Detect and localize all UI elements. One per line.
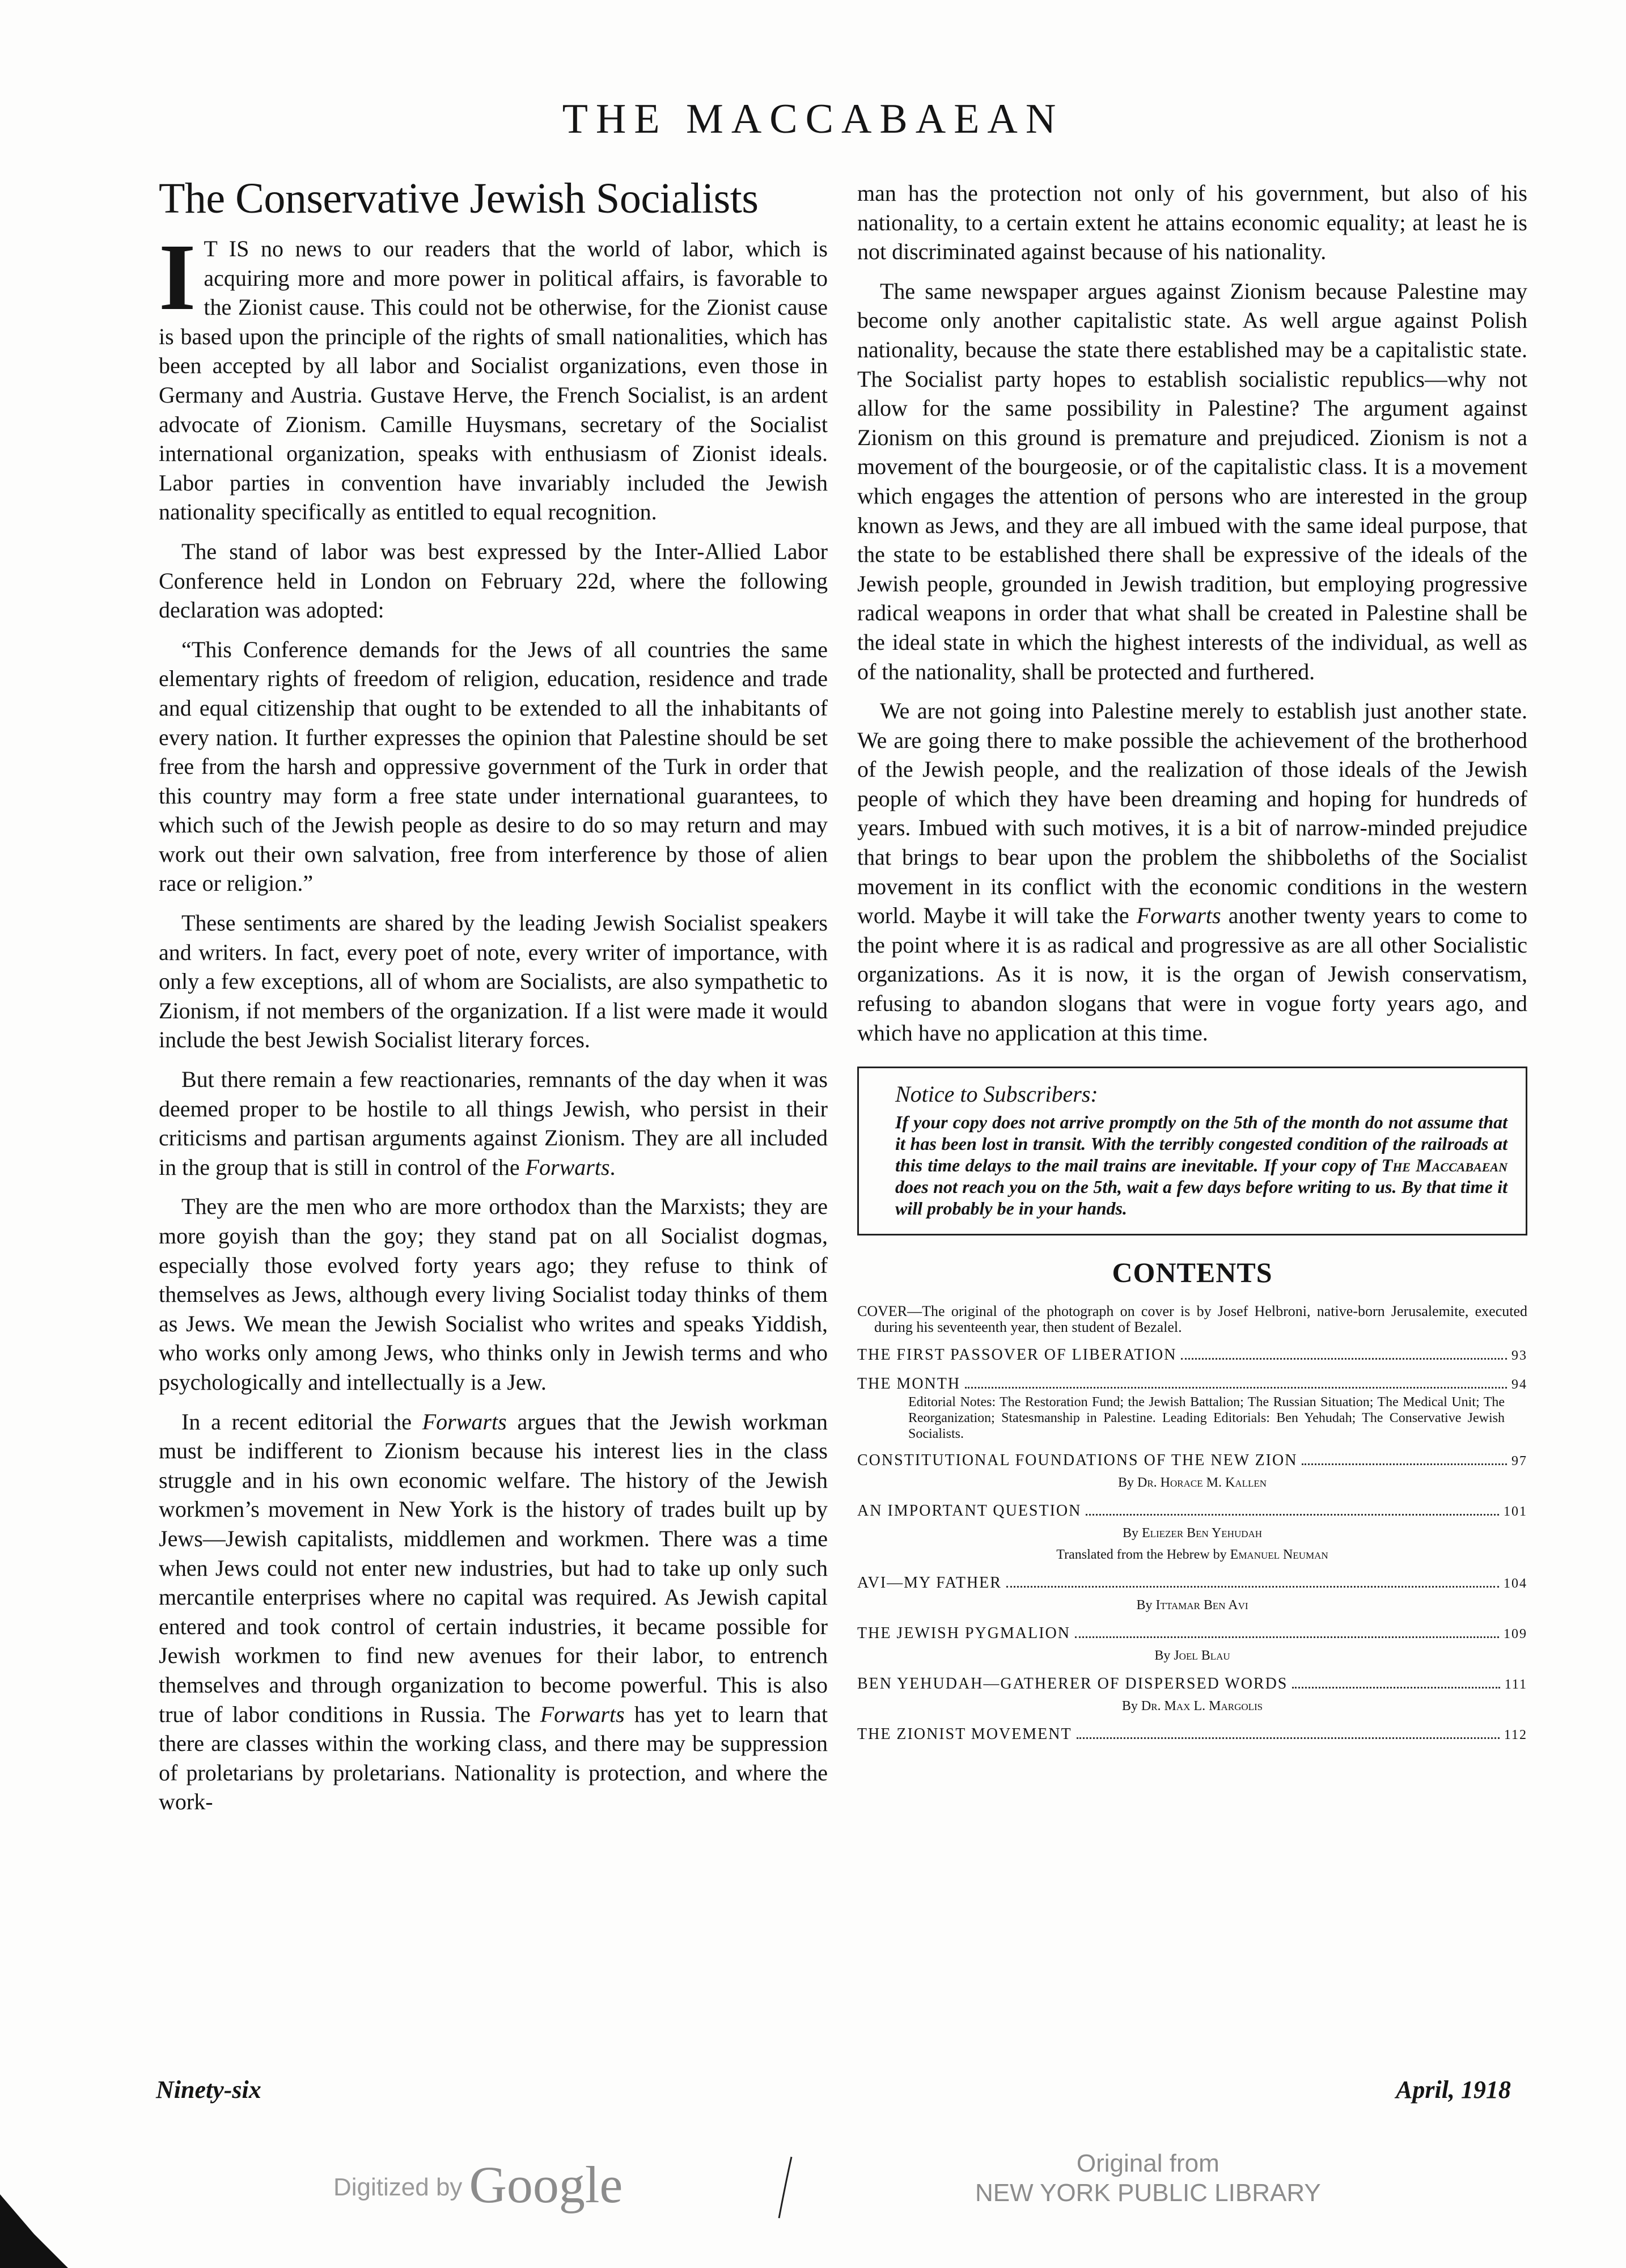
toc-leader-dots <box>1077 1737 1500 1739</box>
contents-heading: CONTENTS <box>1112 1256 1273 1289</box>
origin-label: Original from <box>1076 2149 1220 2177</box>
forwarts-name: Forwarts <box>525 1154 610 1180</box>
toc-title: AVI—MY FATHER <box>857 1573 1002 1592</box>
toc-title: BEN YEHUDAH—GATHERER OF DISPERSED WORDS <box>857 1674 1288 1692</box>
forwarts-name: Forwarts <box>1136 903 1221 929</box>
page-number: Ninety-six <box>156 2076 261 2104</box>
toc-leader-dots <box>1292 1687 1500 1689</box>
toc-line <box>857 1674 1527 1694</box>
byline-prefix: By <box>1121 1698 1141 1713</box>
toc-page-number: 97 <box>1511 1453 1527 1469</box>
toc-page-number: 112 <box>1504 1727 1527 1742</box>
toc-title: THE MONTH <box>857 1374 961 1393</box>
toc-line <box>857 1374 1527 1394</box>
toc-line <box>857 1573 1527 1593</box>
toc-entry <box>857 1451 1527 1492</box>
toc-byline <box>857 1524 1527 1543</box>
author-name: Ittamar Ben Avi <box>1155 1597 1248 1613</box>
article-title: The Conservative Jewish Socialists <box>159 175 759 222</box>
toc-entry <box>857 1624 1527 1665</box>
paragraph-7-text-c: has yet to learn that there are classes within the working class, and there may be suppression of proletarians by proletarians. Nationality is protection, and where the work- <box>159 1701 828 1815</box>
paragraph-7-continuation: man has the protection not only of his government, but also of his nationality, to a certain extent he attains economic equality; at least he is not discriminated against because of his nationality. <box>857 180 1527 265</box>
library-watermark <box>975 2149 1321 2208</box>
toc-title: CONSTITUTIONAL FOUNDATIONS OF THE NEW ZION <box>857 1451 1298 1469</box>
toc-page-number: 109 <box>1504 1626 1527 1641</box>
drop-cap: I <box>159 225 196 330</box>
paragraph-7 <box>159 1407 828 1817</box>
paragraph-2: The stand of labor was best expressed by the Inter-Allied Labor Conference held in London on February 22d, where the following declaration was adopted: <box>159 538 828 623</box>
notice-box <box>857 1067 1527 1235</box>
pen-mark-icon <box>776 2155 798 2223</box>
paragraph-5-text: But there remain a few reactionaries, remnants of the day when it was deemed proper to be hostile to all things Jewish, who persist in their criticisms and partisan arguments against Zionism. They are all included in the group that is still in control of the <box>159 1067 828 1180</box>
author-name: Dr. Max L. Margolis <box>1141 1698 1263 1713</box>
toc-leader-dots <box>1086 1514 1499 1516</box>
toc-page-number: 111 <box>1504 1677 1527 1692</box>
toc-line <box>857 1345 1527 1365</box>
notice-text-b: does not reach you on the 5th, wait a few days before writing to us. By that time it will probably be in your hands. <box>895 1177 1508 1219</box>
byline-prefix: By <box>1154 1648 1174 1663</box>
paragraph-7-text-b: argues that the Jewish workman must be indifferent to Zionism because his interest lies in the class struggle and in his own economic welfare. The history of the Jewish workmen’s movement in New York is the history of trades built up by Jews—Jewish capitalists, middlemen and workmen. There was a time when Jews could not enter new industries, but had to take up only such mercantile enterprises where no capital was required. As Jewish capital entered and took control of certain industries, it became possible for Jewish workmen to find new avenues for their labor, to entrench themselves and through organization to become powerful. This is also true of labor conditions in Russia. The <box>159 1408 828 1727</box>
toc-page-number: 101 <box>1504 1504 1527 1519</box>
digitized-by-watermark <box>333 2155 623 2215</box>
toc-page-number: 104 <box>1504 1576 1527 1591</box>
toc-leader-dots <box>965 1387 1507 1389</box>
toc-entry <box>857 1374 1527 1442</box>
toc-byline <box>857 1596 1527 1615</box>
toc-entry <box>857 1674 1527 1716</box>
translation-prefix: Translated from the Hebrew by <box>1056 1547 1230 1562</box>
notice-text-a: If your copy does not arrive promptly on the 5th of the month do not assume that it has been lost in transit. With the terribly congested condition of the railroads at this time delays to the mail trains are inevitable. If your copy of <box>895 1112 1508 1176</box>
paragraph-9-text-a: We are not going into Palestine merely to establish just another state. We are going there to make possible the achievement of the brotherhood of the Jewish people, and the realization of those ideals of the Jewish people of which they have been dreaming and hoping for hundreds of years. Imbued with such motives, it is a bit of narrow-minded prejudice that brings to bear upon the problem the shibboleths of the Socialist movement in its conflict with the economic conditions in the western world. Maybe it will take the <box>857 698 1527 929</box>
paragraph-4: These sentiments are shared by the leading Jewish Socialist speakers and writers. In fact, every poet of note, every writer of importance, with only a few exceptions, all of whom are Socialists, are also sympathetic to Zionism, if not members of the organization. If a list were made it would include the best Jewish Socialist literary forces. <box>159 910 828 1053</box>
paragraph-9 <box>857 696 1527 1047</box>
issue-date: April, 1918 <box>1396 2076 1511 2104</box>
right-column <box>857 179 1527 1754</box>
author-name: Dr. Horace M. Kallen <box>1137 1475 1267 1490</box>
toc-title: THE ZIONIST MOVEMENT <box>857 1725 1072 1743</box>
byline-prefix: By <box>1117 1475 1137 1490</box>
toc-line <box>857 1725 1527 1745</box>
forwarts-name: Forwarts <box>540 1701 625 1727</box>
paragraph-9-text-b: another twenty years to come to the point where it is as radical and progressive as are all other Socialistic organizations. As it is now, it is the organ of Jewish conservatism, refusing to abandon slogans that were in vogue forty years ago, and which have no application at this time. <box>857 903 1527 1046</box>
author-name: Eliezer Ben Yehudah <box>1141 1525 1263 1541</box>
toc-entry <box>857 1345 1527 1365</box>
toc-line <box>857 1624 1527 1644</box>
toc-entry <box>857 1573 1527 1615</box>
toc-byline <box>857 1646 1527 1665</box>
toc-entry <box>857 1501 1527 1564</box>
paragraph-6: They are the men who are more orthodox than the Marxists; they are more goyish than the goy; they stand pat on all Socialist dogmas, especially those evolved forty years ago; they refuse to think of themselves as Jews, although every living Socialist today thinks of them as Jews. We mean the Jewish Socialist who writes and speaks Yiddish, who works only among Jews, who thinks only in Jewish terms and who psychologically and intellectually is a Jew. <box>159 1194 828 1395</box>
translator-name: Emanuel Neuman <box>1230 1547 1328 1562</box>
toc-page-number: 94 <box>1511 1377 1527 1392</box>
forwarts-name: Forwarts <box>422 1408 507 1435</box>
google-logo: Google <box>469 2156 623 2214</box>
masthead: THE MACCABAEAN <box>562 96 1064 142</box>
notice-heading: Notice to Subscribers: <box>895 1081 1098 1107</box>
page-corner-shadow <box>0 2194 79 2268</box>
toc-page-number: 93 <box>1511 1348 1527 1363</box>
toc-line <box>857 1501 1527 1521</box>
cover-note: COVER—The original of the photograph on cover is by Josef Helbroni, native-born Jerusalemite, executed during his seventeenth year, then student of Bezalel. <box>857 1302 1527 1335</box>
paragraph-1-text: T IS no news to our readers that the world of labor, which is acquiring more and more power in political affairs, is favorable to the Zionist cause. This could not be otherwise, for the Zionist cause is based upon the principle of the rights of small nationalities, which has been accepted by all labor and Socialist organizations, even those in Germany and Austria. Gustave Herve, the French Socialist, is an ardent advocate of Zionism. Camille Huysmans, secretary of the Socialist international organization, speaks with enthusiasm of Zionist ideals. Labor parties in convention have invariably included the Jewish nationality specifically as entitled to equal recognition. <box>159 236 828 525</box>
toc-line <box>857 1451 1527 1471</box>
table-of-contents <box>857 1304 1527 1745</box>
paragraph-8: The same newspaper argues against Zionism because Palestine may become only another capitalistic state. As well argue against Polish nationality, because the state there established may be a capitalistic state. The Socialist party hopes to establish socialistic republics—why not allow for the same possibility in Palestine? The argument against Zionism on this ground is premature and prejudiced. Zionism is not a movement of the bourgeosie, or of the capitalistic class. It is a movement which engages the attention of persons who are interested in the group known as Jews, and they are all imbued with the same ideal purpose, that the state to be established there shall be expressive of the ideals of the Jewish people, grounded in Jewish tradition, but employing progressive radical weapons in order that what shall be created in Palestine shall be the ideal state in which the highest interests of the individual, as well as of the nationality, shall be protected and furthered. <box>857 278 1527 684</box>
paragraph-7-text-a: In a recent editorial the <box>181 1408 422 1435</box>
declaration-quote: “This Conference demands for the Jews of all countries the same elementary rights of freedom of religion, education, residence and trade and equal citizenship that ought to be extended to all the inhabitants of every nation. It further expresses the opinion that Palestine should be set free from the harsh and oppressive government of the Turk in order that this country may form a free state under international guarantees, to which such of the Jewish people as desire to do so may return and may work out their own salvation, free from interference by those of alien race or religion.” <box>159 636 828 896</box>
toc-leader-dots <box>1302 1463 1507 1465</box>
toc-leader-dots <box>1075 1636 1499 1638</box>
toc-byline <box>857 1473 1527 1492</box>
paragraph-1 <box>159 225 828 527</box>
toc-byline <box>857 1696 1527 1716</box>
toc-title: THE FIRST PASSOVER OF LIBERATION <box>857 1345 1177 1364</box>
digitized-label: Digitized by <box>333 2173 463 2201</box>
toc-entry <box>857 1725 1527 1745</box>
paragraph-5 <box>159 1065 828 1182</box>
author-name: Joel Blau <box>1174 1648 1230 1663</box>
notice-body <box>895 1111 1508 1219</box>
toc-title: THE JEWISH PYGMALION <box>857 1624 1070 1642</box>
left-column <box>159 173 828 1827</box>
toc-translation-credit <box>857 1545 1527 1564</box>
byline-prefix: By <box>1122 1525 1142 1541</box>
magazine-name: The Maccabaean <box>1381 1155 1508 1176</box>
paragraph-5-end: . <box>609 1154 616 1180</box>
byline-prefix: By <box>1136 1597 1156 1613</box>
toc-title: AN IMPORTANT QUESTION <box>857 1501 1082 1520</box>
toc-subtopics: Editorial Notes: The Restoration Fund; the Jewish Battalion; The Russian Situation; The Medical Unit; The Reorganization; Statesmanship in Palestine. Leading Editorials: Ben Yehudah; The Conservative Jewish Socialists. <box>908 1394 1505 1441</box>
toc-leader-dots <box>1006 1586 1499 1588</box>
library-name: NEW YORK PUBLIC LIBRARY <box>975 2179 1321 2207</box>
toc-leader-dots <box>1181 1358 1507 1360</box>
